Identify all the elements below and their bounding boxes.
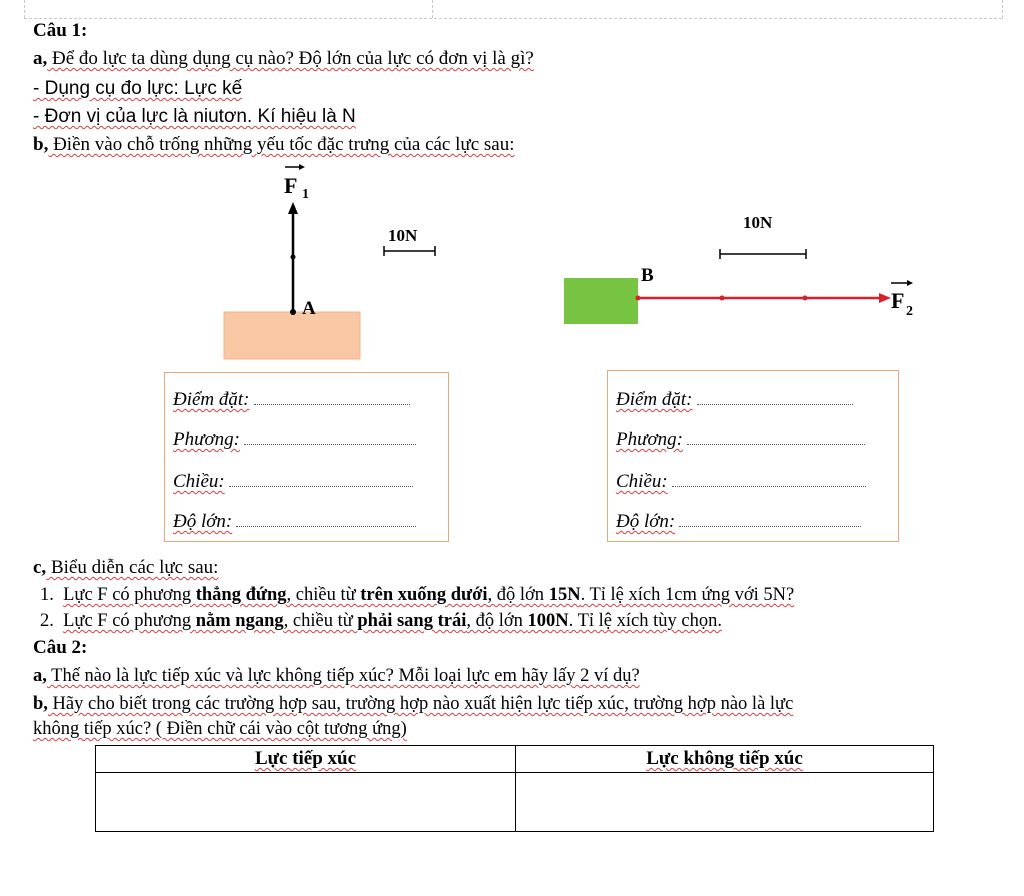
q2b-text-2: không tiếp xúc? ( Điền chữ cái vào cột tương ứng)	[33, 719, 407, 739]
box1-diem-dat-blank[interactable]	[254, 390, 410, 405]
block-b	[564, 278, 638, 324]
scale-2-label: 10N	[743, 213, 773, 232]
question-2b-line2	[33, 719, 407, 740]
force-1-arrowhead	[288, 202, 298, 214]
point-a-label: A	[302, 298, 316, 319]
box2-phuong-blank[interactable]	[687, 430, 865, 445]
box2-diem-dat-label: Điểm đặt:	[616, 389, 693, 410]
box2-diem-dat-blank[interactable]	[697, 390, 853, 405]
table-cell-contact[interactable]	[96, 773, 516, 832]
box1-chieu-blank[interactable]	[229, 472, 413, 487]
item1-text-3: , độ lớn	[487, 585, 549, 605]
point-b-label: B	[641, 265, 654, 286]
item2-bold-3: 100N	[527, 611, 569, 631]
item1-text-2: , chiều từ	[286, 585, 361, 605]
item1-bold-3: 15N	[548, 585, 581, 605]
answer-box-2	[607, 370, 899, 542]
force-1-label: F	[284, 173, 298, 198]
q1c-text: Biểu diễn các lực sau:	[46, 557, 219, 578]
q1b-text: Điền vào chỗ trống những yếu tốc đặc trưng của các lực sau:	[48, 134, 515, 155]
list-item-2	[40, 611, 722, 632]
block-a	[224, 312, 360, 359]
item1-bold-1: thẳng đứng	[195, 585, 287, 605]
question-1-title: Câu 1:	[33, 20, 88, 41]
box1-do-lon-blank[interactable]	[236, 512, 416, 527]
box2-do-lon-label: Độ lớn:	[616, 511, 676, 532]
q1b-label: b,	[33, 134, 49, 155]
force-2-arrowhead	[879, 293, 891, 303]
answer-box-1	[164, 372, 449, 542]
box2-chieu-label: Chiều:	[616, 471, 668, 492]
question-2b-line1	[33, 694, 793, 715]
question-2-title: Câu 2:	[33, 637, 88, 658]
q2b-label: b,	[33, 694, 48, 714]
box2-do-lon-blank[interactable]	[679, 512, 861, 527]
box1-diem-dat-label: Điểm đặt:	[173, 389, 250, 410]
box2-phuong-label: Phương:	[616, 429, 683, 450]
q1a-label: a,	[33, 48, 48, 69]
item2-number: 2.	[40, 611, 54, 631]
table-header-noncontact: Lực không tiếp xúc	[516, 746, 934, 773]
item1-text-4: . Tỉ lệ xích 1cm ứng với 5N?	[580, 585, 795, 605]
box2-chieu-blank[interactable]	[672, 472, 866, 487]
box1-do-lon-label: Độ lớn:	[173, 511, 233, 532]
item2-bold-2: phải sang trái	[357, 611, 467, 631]
answer-instrument-text: - Dụng cụ đo lực: Lực kế	[33, 78, 243, 99]
table-header-contact: Lực tiếp xúc	[96, 746, 516, 773]
item1-number: 1.	[40, 585, 54, 605]
force-2-subscript: 2	[906, 304, 913, 319]
box1-phuong-label: Phương:	[173, 429, 240, 450]
list-item-1	[40, 585, 794, 606]
question-2a	[33, 666, 640, 687]
figure-force-1	[150, 160, 470, 370]
item2-bold-1: nằm ngang	[195, 611, 284, 631]
contact-force-table	[95, 745, 934, 832]
force-1-subscript: 1	[302, 187, 309, 202]
table-cell-noncontact[interactable]	[516, 773, 934, 832]
answer-unit-text: - Đơn vị của lực là niutơn. Kí hiệu là N	[33, 106, 356, 127]
item2-text-3: , độ lớn	[466, 611, 528, 631]
q2a-label: a,	[33, 666, 47, 686]
q2b-text-1: Hãy cho biết trong các trường hợp sau, trường hợp nào xuất hiện lực tiếp xúc, trường hợp nào là lực	[47, 694, 794, 714]
scale-1-label: 10N	[388, 226, 418, 245]
force-2-label: F	[891, 288, 905, 313]
box1-chieu-label: Chiều:	[173, 471, 225, 492]
point-a-dot	[290, 309, 296, 315]
item2-text-4: . Tỉ lệ xích tùy chọn.	[568, 611, 722, 631]
item1-bold-2: trên xuống dưới	[360, 585, 488, 605]
question-1b	[33, 134, 514, 156]
question-1c	[33, 557, 218, 579]
item2-text-1: Lực F có phương	[63, 611, 196, 631]
box1-phuong-blank[interactable]	[244, 430, 416, 445]
q1a-text: Để đo lực ta dùng dụng cụ nào? Độ lớn của lực có đơn vị là gì?	[47, 48, 534, 69]
item2-text-2: , chiều từ	[283, 611, 358, 631]
q2a-text: Thế nào là lực tiếp xúc và lực không tiếp xúc? Mỗi loại lực em hãy lấy 2 ví dụ?	[46, 666, 640, 686]
q1c-label: c,	[33, 557, 47, 578]
question-1a	[33, 48, 534, 70]
figure-force-2	[555, 205, 935, 335]
answer-instrument	[33, 78, 242, 100]
item1-text-1: Lực F có phương	[63, 585, 196, 605]
answer-unit	[33, 106, 356, 128]
